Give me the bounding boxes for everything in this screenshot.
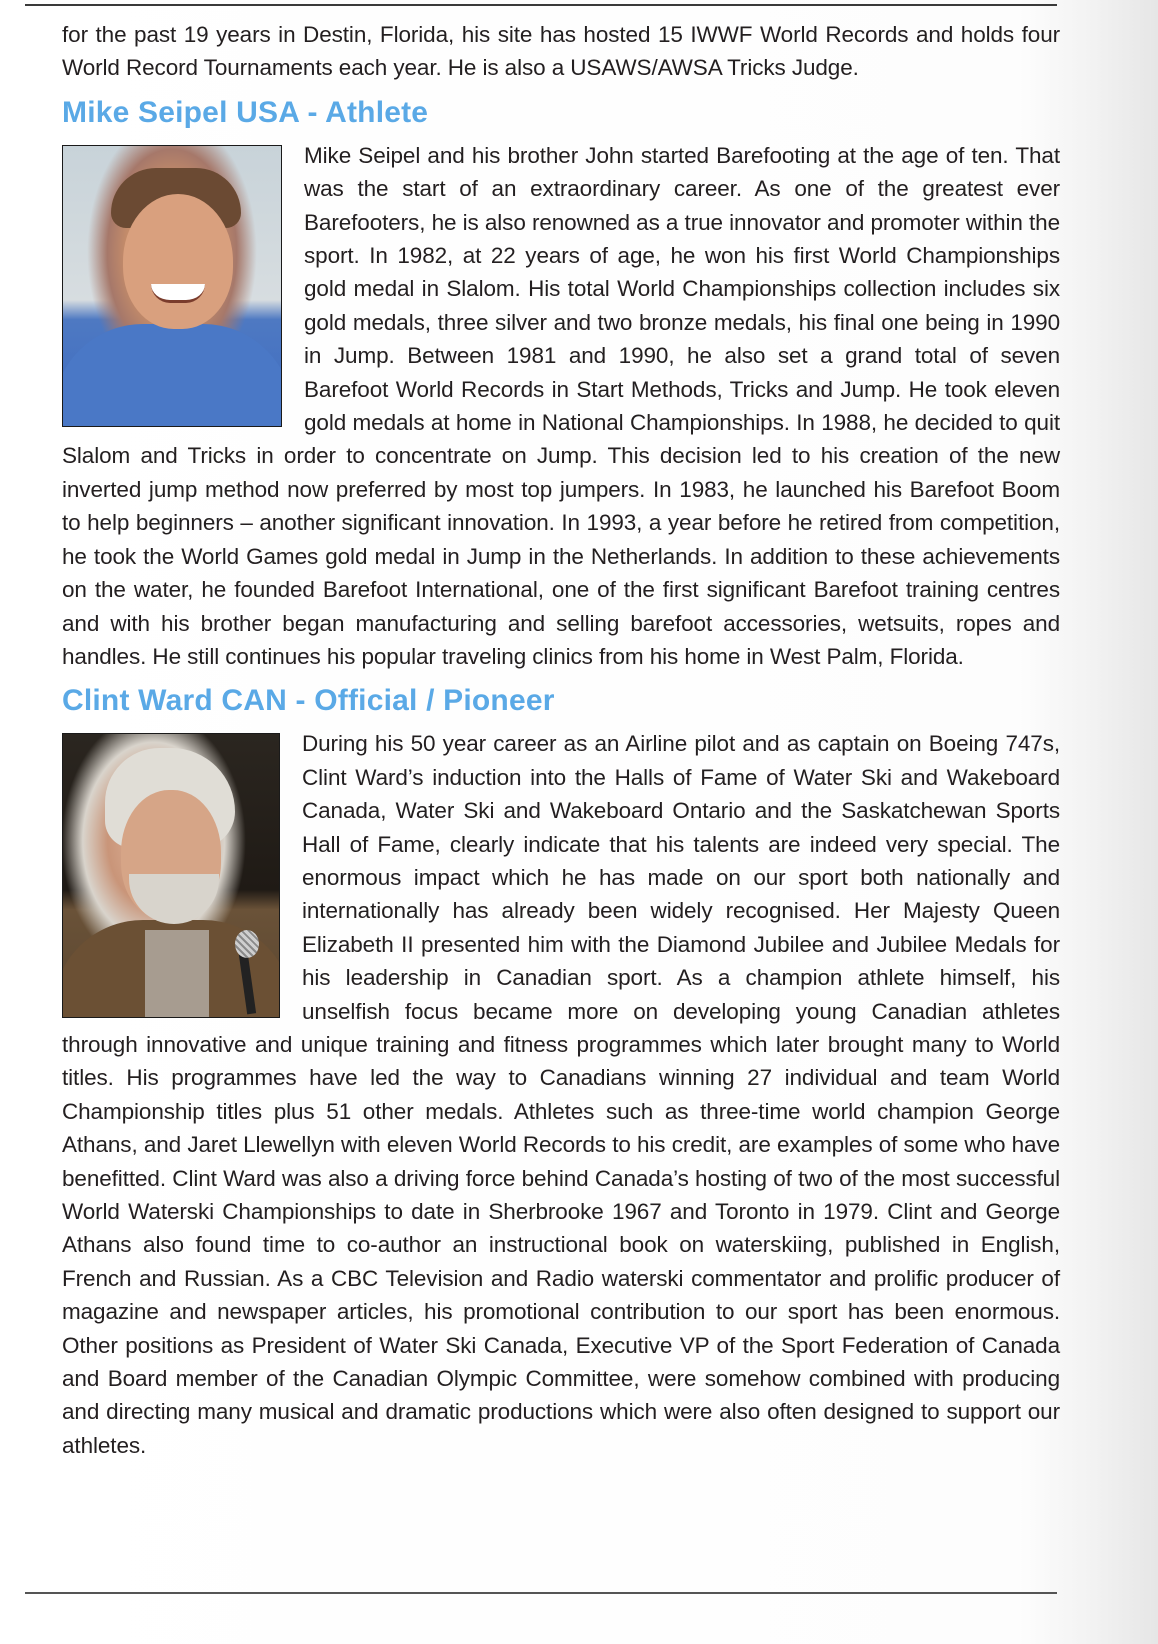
- photo-shirt: [145, 930, 209, 1018]
- photo-shirt: [62, 324, 282, 427]
- clint-ward-photo: [62, 733, 280, 1018]
- section-body-mike-seipel: Mike Seipel and his brother John started Barefooting at the age of ten. That was the start of an extraordinary career. As one of the greatest ever Barefooters, he is also renowned as a true innovator and promoter within the sport. In 1982, at 22 years of age, he won his first World Championships gold medal in Slalom. His total World Championships collection includes six gold medals, three silver and two bronze medals, his final one being in 1990 in Jump. Between 1981 and 1990, he also set a grand total of seven Barefoot World Records in Start Methods, Tricks and Jump. He took eleven gold medals at home in National Championships. In 1988, he decided to quit Slalom and Tricks in order to concentrate on Jump. This decision led to his creation of the new inverted jump method now preferred by most top jumpers. In 1983, he launched his Barefoot Boom to help beginners – another significant innovation. In 1993, a year before he retired from competition, he took the World Games gold medal in Jump in the Netherlands. In addition to these achievements on the water, he founded Barefoot International, one of the first significant Barefoot training centres and with his brother began manufacturing and selling barefoot accessories, wetsuits, ropes and handles. He still continues his popular traveling clinics from his home in West Palm, Florida.: [62, 142, 1060, 669]
- photo-beard: [129, 874, 219, 924]
- mike-seipel-photo: [62, 145, 282, 427]
- section-clint-ward: [62, 727, 1060, 1462]
- photo-face: [123, 194, 233, 329]
- section-heading-mike-seipel: Mike Seipel USA - Athlete: [62, 95, 429, 129]
- section-body-clint-ward: During his 50 year career as an Airline pilot and as captain on Boeing 747s, Clint Ward’s induction into the Halls of Fame of Water Ski and Wakeboard Canada, Water Ski and Wakeboard Ontario and the Saskatchewan Sports Hall of Fame, clearly indicate that his talents are indeed very special. The enormous impact which he has made on our sport both nationally and internationally has already been widely recognised. Her Majesty Queen Elizabeth II presented him with the Diamond Jubilee and Jubilee Medals for his leadership in Canadian sport. As a champion athlete himself, his unselfish focus became more on developing young Canadian athletes through innovative and unique training and fitness programmes which later brought many to World titles. His programmes have led the way to Canadians winning 27 individual and team World Championship titles plus 51 other medals. Athletes such as three-time world champion George Athans, and Jaret Llewellyn with eleven World Records to his credit, are examples of some who have benefitted. Clint Ward was also a driving force behind Canada’s hosting of two of the most successful World Waterski Championships to date in Sherbrooke 1967 and Toronto in 1979. Clint and George Athans also found time to co-author an instructional book on waterskiing, published in English, French and Russian. As a CBC Television and Radio waterski commentator and prolific producer of magazine and newspaper articles, his promotional contribution to our sport has been enormous. Other positions as President of Water Ski Canada, Executive VP of the Sport Federation of Canada and Board member of the Canadian Olympic Committee, were somehow combined with producing and directing many musical and dramatic productions which were also often designed to support our athletes.: [62, 731, 1060, 1458]
- section-mike-seipel: [62, 139, 1060, 674]
- page-content: [62, 18, 1060, 1462]
- bottom-rule: [25, 1592, 1057, 1594]
- section-heading-clint-ward: Clint Ward CAN - Official / Pioneer: [62, 684, 555, 718]
- top-rule: [25, 4, 1057, 6]
- intro-paragraph: for the past 19 years in Destin, Florida, his site has hosted 15 IWWF World Records and holds four World Record Tournaments each year. He is also a USAWS/AWSA Tricks Judge.: [62, 22, 1060, 81]
